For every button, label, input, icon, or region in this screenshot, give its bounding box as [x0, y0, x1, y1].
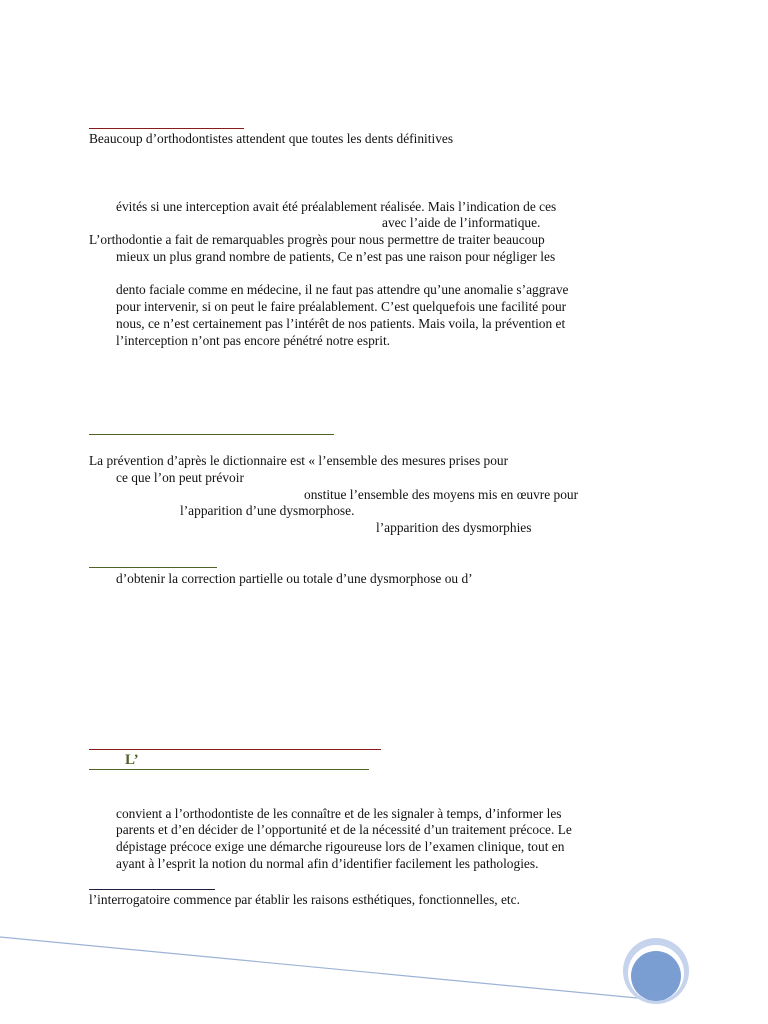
heading-rule-6	[89, 889, 215, 890]
intro-line-7: pour intervenir, si on peut le faire préalablement. C’est quelquefois une facilité pour	[116, 299, 567, 314]
prevention-line-2: ce que l’on peut prévoir	[116, 470, 244, 485]
intro-line-9: l’interception n’ont pas encore pénétré notre esprit.	[116, 333, 391, 348]
depistage-line-2: parents et d’en décider de l’opportunité et de la nécessité d’un traitement précoce. Le	[116, 822, 572, 837]
prevention-line-4: l’apparition d’une dysmorphose.	[180, 503, 355, 518]
interrogatoire-line-1: l’interrogatoire commence par établir les raisons esthétiques, fonctionnelles, etc.	[89, 892, 520, 907]
interception-line-1: d’obtenir la correction partielle ou totale d’une dysmorphose ou d’	[116, 571, 473, 586]
heading-rule-5	[89, 769, 369, 770]
depistage-line-3: dépistage précoce exige une démarche rigoureuse lors de l’examen clinique, tout en	[116, 839, 565, 854]
footer-circle-inner	[631, 951, 681, 1001]
depistage-line-1: convient a l’orthodontiste de les connaître et de les signaler à temps, d’informer les	[116, 806, 562, 821]
heading-rule-1	[89, 128, 244, 129]
intro-line-1: Beaucoup d’orthodontistes attendent que toutes les dents définitives	[89, 131, 454, 146]
section-subtitle: L’	[125, 752, 139, 768]
footer-circle-outer	[623, 938, 689, 1004]
depistage-line-4: ayant à l’esprit la notion du normal afin d’identifier facilement les pathologies.	[116, 856, 539, 871]
heading-rule-4	[89, 749, 381, 750]
footer-circle-ring	[628, 945, 684, 1001]
prevention-line-5: l’apparition des dysmorphies	[376, 520, 532, 535]
footer-diagonal-line	[0, 937, 658, 1000]
intro-line-2: évités si une interception avait été préalablement réalisée. Mais l’indication de ces	[116, 199, 557, 214]
prevention-line-3: onstitue l’ensemble des moyens mis en œuvre pour	[304, 487, 579, 502]
prevention-line-1: La prévention d’après le dictionnaire est « l’ensemble des mesures prises pour	[89, 453, 509, 468]
heading-rule-3	[89, 567, 217, 568]
intro-line-8: nous, ce n’est certainement pas l’intérêt de nos patients. Mais voila, la prévention et	[116, 316, 566, 331]
heading-rule-2	[89, 434, 334, 435]
intro-line-5: mieux un plus grand nombre de patients, Ce n’est pas une raison pour négliger les	[116, 249, 556, 264]
intro-line-3: avec l’aide de l’informatique.	[382, 215, 541, 230]
intro-line-6: dento faciale comme en médecine, il ne faut pas attendre qu’une anomalie s’aggrave	[116, 282, 569, 297]
intro-line-4: L’orthodontie a fait de remarquables progrès pour nous permettre de traiter beaucoup	[89, 232, 545, 247]
